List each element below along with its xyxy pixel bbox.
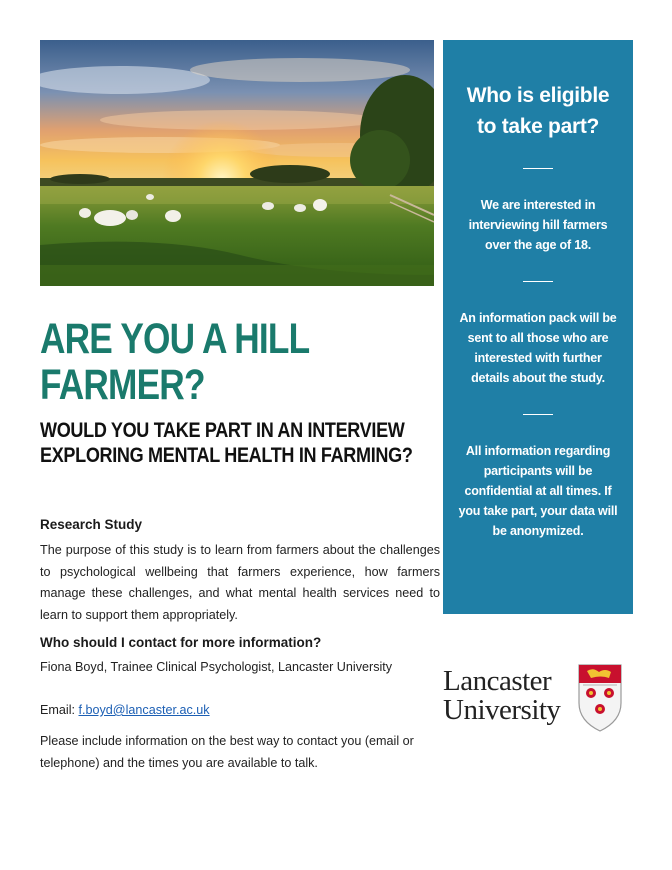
divider — [523, 168, 553, 169]
main-title: ARE YOU A HILL FARMER? — [40, 315, 309, 409]
logo-wordmark — [443, 667, 560, 725]
divider — [523, 281, 553, 282]
eligibility-paragraph: All information regarding participants will be confidential at all times. If you take part, your data will be anonymized. — [458, 444, 618, 538]
eligibility-heading: Who is eligible to take part? — [466, 84, 610, 138]
logo-line-1: Lancaster — [443, 665, 552, 697]
hero-photo — [40, 40, 434, 286]
email-link[interactable]: f.boyd@lancaster.ac.uk — [78, 703, 210, 717]
farm-sunset-sheep-photo — [40, 40, 434, 286]
research-heading: Research Study — [40, 517, 143, 532]
eligibility-paragraph: We are interested in interviewing hill farmers over the age of 18. — [468, 198, 608, 252]
contact-name: Fiona Boyd, Trainee Clinical Psychologist, Lancaster University — [40, 660, 393, 674]
research-body: The purpose of this study is to learn from farmers about the challenges to psychological wellbeing that farmers experience, how farmers manage these challenges, and what mental health services need to learn to support them appropriately. — [40, 543, 440, 622]
logo-line-2: University — [443, 694, 561, 726]
divider — [523, 414, 553, 415]
subtitle: WOULD YOU TAKE PART IN AN INTERVIEW EXPLORING MENTAL HEALTH IN FARMING? — [40, 418, 413, 467]
contact-email-line — [40, 700, 440, 722]
eligibility-paragraph: An information pack will be sent to all those who are interested with further details about the study. — [459, 311, 617, 385]
contact-heading: Who should I contact for more information? — [40, 635, 322, 650]
lancaster-crest-icon — [577, 663, 623, 733]
email-label: Email: — [40, 703, 75, 717]
eligibility-panel — [443, 40, 633, 614]
university-logo — [443, 663, 633, 743]
contact-note: Please include information on the best way to contact you (email or telephone) and the times you are available to talk. — [40, 734, 414, 770]
